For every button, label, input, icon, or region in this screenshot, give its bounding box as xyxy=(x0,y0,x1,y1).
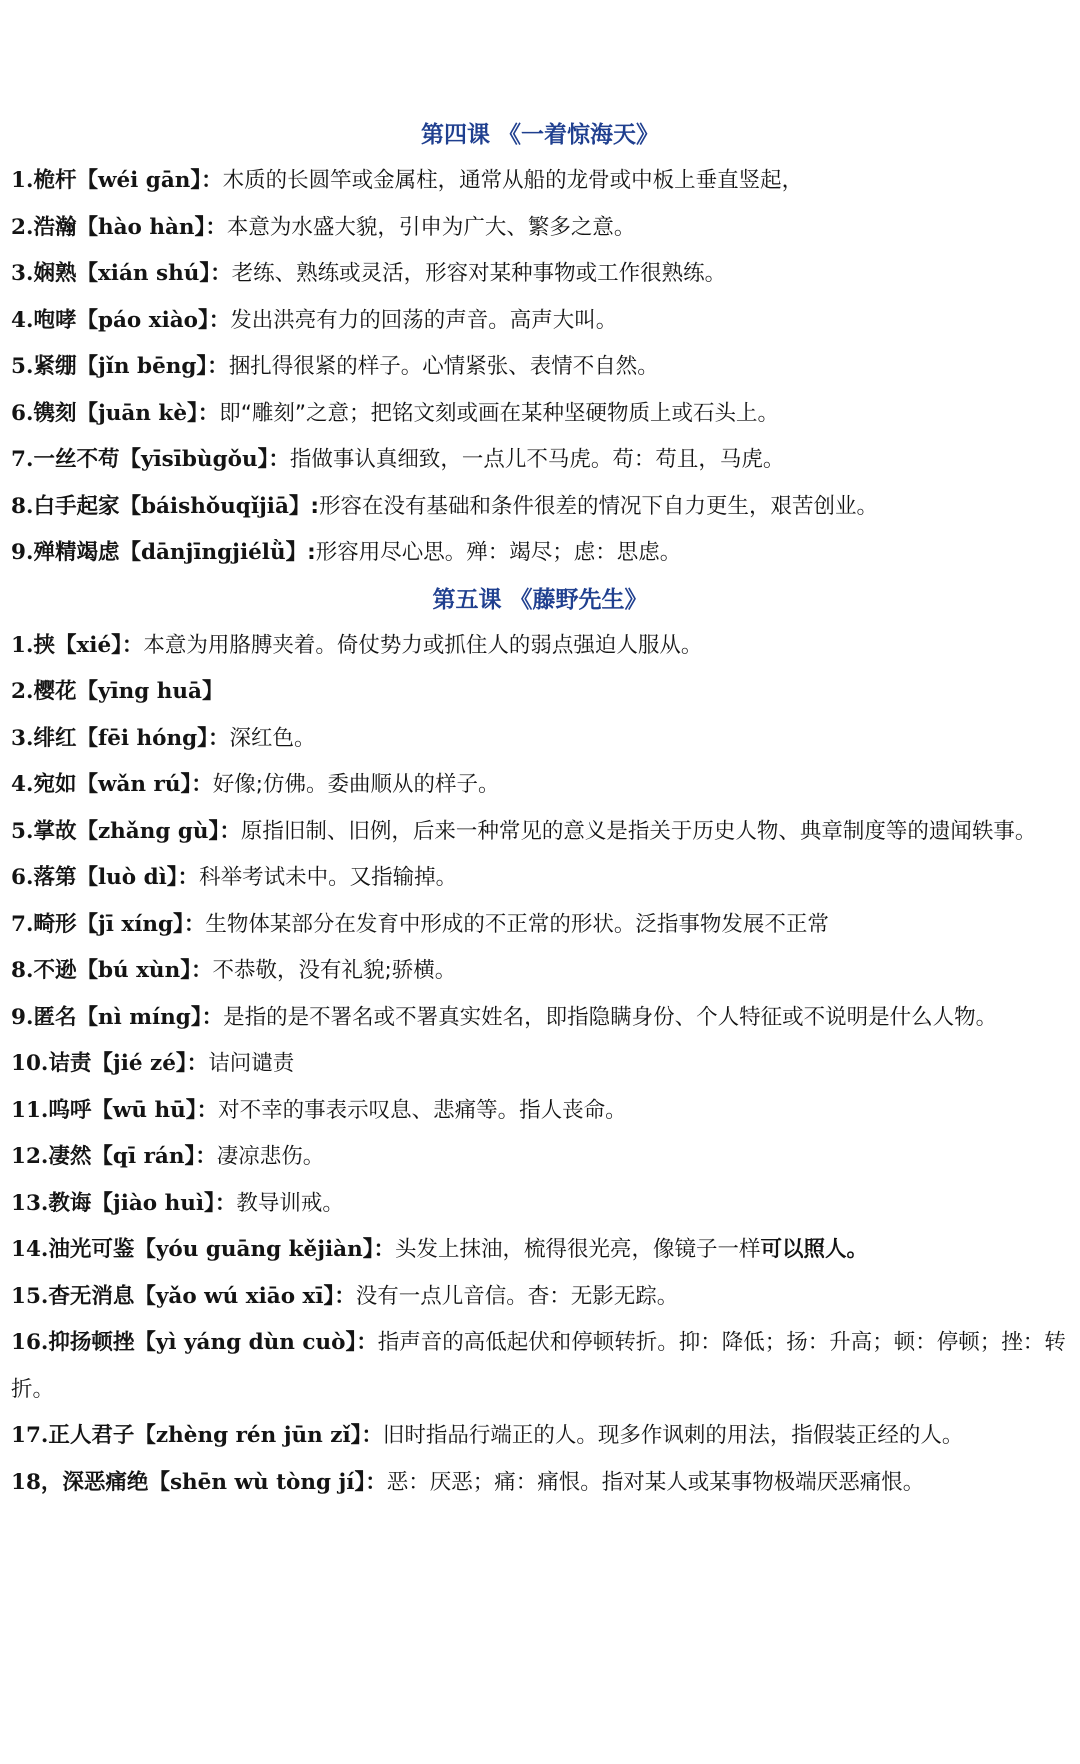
entry-separator: ： xyxy=(268,447,290,472)
entry-term: 落第 xyxy=(33,865,77,890)
entry-separator: ： xyxy=(219,818,241,844)
entry xyxy=(0,1181,1080,1228)
entry-pinyin: 【jǐn bēng】 xyxy=(76,354,208,379)
entry xyxy=(0,344,1080,391)
entry xyxy=(0,669,1080,716)
entry-separator: : xyxy=(310,493,319,519)
entry-number: 18， xyxy=(11,1469,63,1495)
entry-term: 呜呼 xyxy=(48,1097,92,1123)
entry-number: 14. xyxy=(11,1237,49,1262)
entry-separator: ： xyxy=(356,1330,378,1355)
entry-separator: ： xyxy=(373,1237,395,1262)
entry-definition: 指声音的高低起伏和停顿转折。抑：降低；扬：升高；顿：停顿；挫：转折。 xyxy=(11,1330,1066,1402)
entry-definition-emphasis: 可以照人。 xyxy=(760,1237,868,1262)
entry xyxy=(0,623,1080,670)
entry-separator: ： xyxy=(177,865,200,890)
entry-definition: 旧时指品行端正的人。现多作讽刺的用法，指假装正经的人。 xyxy=(382,1423,964,1448)
entry-separator: ： xyxy=(207,725,230,751)
entry-definition: 凄凉悲伤。 xyxy=(216,1144,325,1169)
entry-pinyin: 【yīng huā】 xyxy=(76,679,224,704)
entry xyxy=(0,205,1080,252)
entry-pinyin: 【yì yáng dùn cuò】 xyxy=(134,1330,357,1355)
entry-term: 杳无消息 xyxy=(48,1283,135,1309)
entry xyxy=(0,1041,1080,1088)
entry-term: 浩瀚 xyxy=(33,214,77,240)
entry-number: 6. xyxy=(11,865,34,890)
entry-pinyin: 【nì míng】 xyxy=(76,1004,202,1030)
entry-term: 殚精竭虑 xyxy=(33,540,120,565)
entry-definition: 对不幸的事表示叹息、悲痛等。指人丧命。 xyxy=(218,1097,627,1123)
entry-number: 13. xyxy=(11,1190,49,1216)
entry-term: 正人君子 xyxy=(48,1423,135,1448)
entry-definition: 捆扎得很紧的样子。心情紧张、表情不自然。 xyxy=(228,354,659,379)
entry-term: 挟 xyxy=(33,632,55,658)
entry-definition: 即“雕刻”之意；把铭文刻或画在某种坚硬物质上或石头上。 xyxy=(219,400,780,426)
lesson-title: 第四课 《一着惊海天》 xyxy=(420,122,659,148)
entry-separator: ： xyxy=(365,1469,387,1495)
entry-term: 畸形 xyxy=(33,911,77,937)
entry xyxy=(0,391,1080,438)
entry-term: 抑扬顿挫 xyxy=(48,1330,135,1355)
entry xyxy=(0,948,1080,995)
entry xyxy=(0,251,1080,298)
entry xyxy=(0,1413,1080,1460)
entry-number: 17. xyxy=(11,1423,49,1448)
entry xyxy=(0,484,1080,531)
entry xyxy=(0,1227,1080,1274)
entry-term: 匿名 xyxy=(33,1004,77,1030)
entry-separator: ： xyxy=(186,1051,209,1076)
entry-pinyin: 【juān kè】 xyxy=(76,400,198,426)
entry-number: 15. xyxy=(11,1283,49,1309)
entry-pinyin: 【báishǒuqǐjiā】 xyxy=(119,493,311,519)
entry-term: 绯红 xyxy=(33,725,77,751)
entry-number: 5. xyxy=(11,818,34,844)
entry-term: 教诲 xyxy=(48,1190,92,1216)
entry-number: 10. xyxy=(11,1051,49,1076)
entry xyxy=(0,158,1080,205)
entry-separator: ： xyxy=(201,1004,224,1030)
entry-definition: 原指旧制、旧例，后来一种常见的意义是指关于历史人物、典章制度等的遗闻轶事。 xyxy=(240,818,1037,844)
entry xyxy=(0,1320,1080,1413)
entry-number: 8. xyxy=(11,493,34,519)
entry-definition: 生物体某部分在发育中形成的不正常的形状。泛指事物发展不正常 xyxy=(205,911,829,937)
entry-separator: ： xyxy=(197,400,220,426)
entry xyxy=(0,762,1080,809)
entry-pinyin: 【yóu guāng kějiàn】 xyxy=(134,1237,374,1262)
entry-separator: ： xyxy=(195,1144,217,1169)
entry-definition: 深红色。 xyxy=(229,725,316,751)
entry xyxy=(0,1274,1080,1321)
entry-pinyin: 【wū hū】 xyxy=(91,1097,197,1123)
entry-number: 16. xyxy=(11,1330,49,1355)
entry-number: 1. xyxy=(11,632,34,658)
entry-number: 4. xyxy=(11,307,34,333)
entry-pinyin: 【dānjīngjiélǜ】 xyxy=(119,540,308,565)
entry-definition: 不恭敬，没有礼貌;骄横。 xyxy=(212,958,457,983)
entry-term: 白手起家 xyxy=(33,493,120,519)
entry-separator: ： xyxy=(214,1190,237,1216)
entry-definition: 是指的是不署名或不署真实姓名，即指隐瞒身份、个人特征或不说明是什么人物。 xyxy=(223,1004,998,1030)
entry-term: 宛如 xyxy=(33,772,77,797)
entry-pinyin: 【jī xíng】 xyxy=(76,911,184,937)
entry-definition: 形容用尽心思。殚：竭尽；虑：思虑。 xyxy=(315,540,682,565)
entry-definition: 发出洪亮有力的回荡的声音。高声大叫。 xyxy=(230,307,618,333)
entry-number: 3. xyxy=(11,725,34,751)
entry-number: 8. xyxy=(11,958,34,983)
entry-term: 樱花 xyxy=(33,679,77,704)
entry-separator: : xyxy=(307,540,316,565)
entry-separator: ： xyxy=(210,261,232,286)
entry-number: 12. xyxy=(11,1144,49,1169)
lesson-5-entries xyxy=(0,623,1080,1507)
entry-definition: 本意为用胳膊夹着。倚仗势力或抓住人的弱点强迫人服从。 xyxy=(143,632,703,658)
entry-number: 11. xyxy=(11,1097,49,1123)
entry-number: 2. xyxy=(11,679,34,704)
entry-number: 9. xyxy=(11,1004,34,1030)
entry-pinyin: 【bú xùn】 xyxy=(76,958,191,983)
entry-number: 7. xyxy=(11,447,34,472)
entry-pinyin: 【wǎn rú】 xyxy=(76,772,192,797)
entry-number: 4. xyxy=(11,772,34,797)
entry-term: 掌故 xyxy=(33,818,77,844)
entry-pinyin: 【xié】 xyxy=(54,632,122,658)
entry-definition: 形容在没有基础和条件很差的情况下自力更生，艰苦创业。 xyxy=(319,493,879,519)
entry-separator: ： xyxy=(207,354,229,379)
entry-separator: ： xyxy=(205,214,227,240)
entry-term: 不逊 xyxy=(33,958,77,983)
entry-pinyin: 【jiào huì】 xyxy=(91,1190,215,1216)
entry xyxy=(0,855,1080,902)
entry-pinyin: 【zhǎng gù】 xyxy=(76,818,220,844)
entry xyxy=(0,1460,1080,1507)
entry-number: 6. xyxy=(11,400,34,426)
entry xyxy=(0,902,1080,949)
entry-term: 桅杆 xyxy=(33,168,77,193)
entry-definition: 没有一点儿音信。杳：无影无踪。 xyxy=(355,1283,679,1309)
entry-pinyin: 【luò dì】 xyxy=(76,865,178,890)
entry-pinyin: 【qī rán】 xyxy=(91,1144,196,1169)
entry-pinyin: 【hào hàn】 xyxy=(76,214,206,240)
entry-term: 咆哮 xyxy=(33,307,77,333)
entry-definition: 木质的长圆竿或金属柱，通常从船的龙骨或中板上垂直竖起， xyxy=(222,168,804,193)
entry xyxy=(0,1088,1080,1135)
entry-separator: ： xyxy=(191,772,213,797)
entry-pinyin: 【wéi gān】 xyxy=(76,168,202,193)
entry-separator: ： xyxy=(196,1097,219,1123)
entry-definition: 好像;仿佛。委曲顺从的样子。 xyxy=(212,772,500,797)
entry xyxy=(0,1134,1080,1181)
entry-definition: 本意为水盛大貌，引申为广大、繁多之意。 xyxy=(226,214,636,240)
entry-number: 3. xyxy=(11,261,34,286)
entry-definition: 老练、熟练或灵活，形容对某种事物或工作很熟练。 xyxy=(231,261,727,286)
entry-pinyin: 【páo xiào】 xyxy=(76,307,209,333)
entry-number: 1. xyxy=(11,168,34,193)
lesson-title: 第五课 《藤野先生》 xyxy=(432,586,648,613)
entry-pinyin: 【fēi hóng】 xyxy=(76,725,208,751)
entry xyxy=(0,995,1080,1042)
entry-separator: ： xyxy=(208,307,231,333)
entry-separator: ： xyxy=(334,1283,356,1309)
entry-pinyin: 【yǎo wú xiāo xī】 xyxy=(134,1283,335,1309)
entry-term: 紧绷 xyxy=(33,354,77,379)
entry-definition: 头发上抹油，梳得很光亮，像镜子一样 xyxy=(394,1237,761,1262)
entry xyxy=(0,298,1080,345)
lesson-4-entries xyxy=(0,158,1080,577)
entry-pinyin: 【shēn wù tòng jí】 xyxy=(148,1469,366,1495)
entry xyxy=(0,809,1080,856)
entry xyxy=(0,716,1080,763)
entry-term: 诘责 xyxy=(48,1051,92,1076)
entry-separator: ： xyxy=(190,958,213,983)
entry-pinyin: 【zhèng rén jūn zǐ】 xyxy=(134,1423,362,1448)
entry-separator: ： xyxy=(121,632,144,658)
entry-pinyin: 【yīsībùgǒu】 xyxy=(119,447,269,472)
entry-number: 7. xyxy=(11,911,34,937)
entry-definition: 诘问谴责 xyxy=(208,1051,295,1076)
entry-definition: 教导训戒。 xyxy=(236,1190,344,1216)
entry-pinyin: 【xián shú】 xyxy=(76,261,211,286)
entry-definition: 恶：厌恶；痛：痛恨。指对某人或某事物极端厌恶痛恨。 xyxy=(386,1469,925,1495)
entry xyxy=(0,437,1080,484)
entry xyxy=(0,530,1080,577)
entry-number: 5. xyxy=(11,354,34,379)
entry-term: 油光可鉴 xyxy=(48,1237,135,1262)
entry-term: 凄然 xyxy=(48,1144,92,1169)
entry-term: 镌刻 xyxy=(33,400,77,426)
entry-separator: ： xyxy=(201,168,223,193)
entry-separator: ： xyxy=(183,911,206,937)
entry-term: 娴熟 xyxy=(33,261,77,286)
entry-number: 2. xyxy=(11,214,34,240)
entry-definition: 科举考试未中。又指输掉。 xyxy=(199,865,458,890)
entry-term: 一丝不苟 xyxy=(33,447,120,472)
entry-definition: 指做事认真细致，一点儿不马虎。苟：苟且，马虎。 xyxy=(289,447,785,472)
entry-pinyin: 【jié zé】 xyxy=(91,1051,187,1076)
entry-term: 深恶痛绝 xyxy=(62,1469,149,1495)
entry-number: 9. xyxy=(11,540,34,565)
entry-separator: ： xyxy=(361,1423,383,1448)
